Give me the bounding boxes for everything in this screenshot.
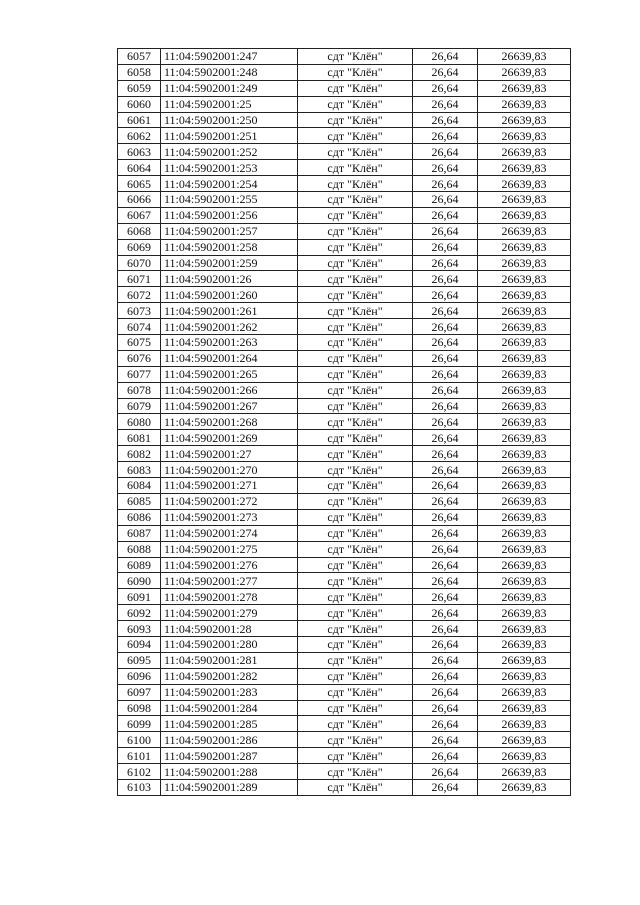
row-number-cell: 6087 (118, 525, 161, 541)
table-row (118, 478, 571, 494)
cadastral-number-cell: 11:04:5902001:259 (161, 255, 298, 271)
cadastral-number-cell: 11:04:5902001:248 (161, 64, 298, 80)
location-name-cell: сдт "Клён" (298, 748, 413, 764)
cadastral-number-cell: 11:04:5902001:26 (161, 271, 298, 287)
table-row (118, 223, 571, 239)
cost-value-cell: 26639,83 (478, 192, 571, 208)
location-name-cell: сдт "Клён" (298, 446, 413, 462)
area-value-cell: 26,64 (413, 207, 478, 223)
row-number-cell: 6094 (118, 636, 161, 652)
table-row (118, 287, 571, 303)
area-value-cell: 26,64 (413, 160, 478, 176)
cost-value-cell: 26639,83 (478, 398, 571, 414)
area-value-cell: 26,64 (413, 414, 478, 430)
cost-value-cell: 26639,83 (478, 255, 571, 271)
cadastral-number-cell: 11:04:5902001:253 (161, 160, 298, 176)
location-name-cell: сдт "Клён" (298, 287, 413, 303)
table-row (118, 684, 571, 700)
location-name-cell: сдт "Клён" (298, 462, 413, 478)
cadastral-number-cell: 11:04:5902001:279 (161, 605, 298, 621)
cost-value-cell: 26639,83 (478, 652, 571, 668)
cost-value-cell: 26639,83 (478, 764, 571, 780)
location-name-cell: сдт "Клён" (298, 525, 413, 541)
cadastral-number-cell: 11:04:5902001:280 (161, 636, 298, 652)
table-row (118, 255, 571, 271)
table-row (118, 652, 571, 668)
table-row (118, 96, 571, 112)
location-name-cell: сдт "Клён" (298, 493, 413, 509)
area-value-cell: 26,64 (413, 49, 478, 65)
area-value-cell: 26,64 (413, 144, 478, 160)
cadastral-number-cell: 11:04:5902001:252 (161, 144, 298, 160)
table-row (118, 493, 571, 509)
cost-value-cell: 26639,83 (478, 621, 571, 637)
row-number-cell: 6070 (118, 255, 161, 271)
cadastral-number-cell: 11:04:5902001:28 (161, 621, 298, 637)
area-value-cell: 26,64 (413, 335, 478, 351)
location-name-cell: сдт "Клён" (298, 160, 413, 176)
cadastral-number-cell: 11:04:5902001:275 (161, 541, 298, 557)
row-number-cell: 6091 (118, 589, 161, 605)
row-number-cell: 6057 (118, 49, 161, 65)
table-row (118, 303, 571, 319)
cost-value-cell: 26639,83 (478, 700, 571, 716)
cost-value-cell: 26639,83 (478, 112, 571, 128)
area-value-cell: 26,64 (413, 589, 478, 605)
cost-value-cell: 26639,83 (478, 96, 571, 112)
area-value-cell: 26,64 (413, 605, 478, 621)
cadastral-number-cell: 11:04:5902001:265 (161, 366, 298, 382)
cadastral-number-cell: 11:04:5902001:255 (161, 192, 298, 208)
cadastral-number-cell: 11:04:5902001:257 (161, 223, 298, 239)
cadastral-number-cell: 11:04:5902001:278 (161, 589, 298, 605)
cost-value-cell: 26639,83 (478, 525, 571, 541)
row-number-cell: 6069 (118, 239, 161, 255)
cost-value-cell: 26639,83 (478, 414, 571, 430)
row-number-cell: 6100 (118, 732, 161, 748)
cadastral-number-cell: 11:04:5902001:276 (161, 557, 298, 573)
cost-value-cell: 26639,83 (478, 64, 571, 80)
location-name-cell: сдт "Клён" (298, 80, 413, 96)
area-value-cell: 26,64 (413, 621, 478, 637)
area-value-cell: 26,64 (413, 255, 478, 271)
location-name-cell: сдт "Клён" (298, 589, 413, 605)
cadastral-number-cell: 11:04:5902001:272 (161, 493, 298, 509)
location-name-cell: сдт "Клён" (298, 509, 413, 525)
row-number-cell: 6098 (118, 700, 161, 716)
cadastral-number-cell: 11:04:5902001:256 (161, 207, 298, 223)
cost-value-cell: 26639,83 (478, 684, 571, 700)
cost-value-cell: 26639,83 (478, 287, 571, 303)
table-row (118, 144, 571, 160)
cadastral-number-cell: 11:04:5902001:263 (161, 335, 298, 351)
cadastral-number-cell: 11:04:5902001:268 (161, 414, 298, 430)
area-value-cell: 26,64 (413, 764, 478, 780)
cost-value-cell: 26639,83 (478, 160, 571, 176)
table-row (118, 668, 571, 684)
cost-value-cell: 26639,83 (478, 573, 571, 589)
cost-value-cell: 26639,83 (478, 493, 571, 509)
area-value-cell: 26,64 (413, 223, 478, 239)
cadastral-number-cell: 11:04:5902001:286 (161, 732, 298, 748)
location-name-cell: сдт "Клён" (298, 652, 413, 668)
row-number-cell: 6079 (118, 398, 161, 414)
table-row (118, 398, 571, 414)
location-name-cell: сдт "Клён" (298, 303, 413, 319)
cost-value-cell: 26639,83 (478, 303, 571, 319)
cadastral-number-cell: 11:04:5902001:287 (161, 748, 298, 764)
cadastral-number-cell: 11:04:5902001:284 (161, 700, 298, 716)
table-row (118, 239, 571, 255)
area-value-cell: 26,64 (413, 96, 478, 112)
cadastral-number-cell: 11:04:5902001:274 (161, 525, 298, 541)
location-name-cell: сдт "Клён" (298, 716, 413, 732)
row-number-cell: 6097 (118, 684, 161, 700)
cost-value-cell: 26639,83 (478, 732, 571, 748)
cost-value-cell: 26639,83 (478, 748, 571, 764)
cadastral-number-cell: 11:04:5902001:282 (161, 668, 298, 684)
location-name-cell: сдт "Клён" (298, 732, 413, 748)
table-row (118, 350, 571, 366)
row-number-cell: 6064 (118, 160, 161, 176)
cost-value-cell: 26639,83 (478, 239, 571, 255)
table-row (118, 80, 571, 96)
location-name-cell: сдт "Клён" (298, 176, 413, 192)
parcel-table (117, 48, 571, 796)
area-value-cell: 26,64 (413, 366, 478, 382)
row-number-cell: 6089 (118, 557, 161, 573)
location-name-cell: сдт "Клён" (298, 668, 413, 684)
table-row (118, 366, 571, 382)
row-number-cell: 6074 (118, 319, 161, 335)
row-number-cell: 6085 (118, 493, 161, 509)
area-value-cell: 26,64 (413, 176, 478, 192)
cadastral-number-cell: 11:04:5902001:270 (161, 462, 298, 478)
row-number-cell: 6099 (118, 716, 161, 732)
table-row (118, 49, 571, 65)
row-number-cell: 6061 (118, 112, 161, 128)
location-name-cell: сдт "Клён" (298, 335, 413, 351)
area-value-cell: 26,64 (413, 80, 478, 96)
area-value-cell: 26,64 (413, 509, 478, 525)
area-value-cell: 26,64 (413, 287, 478, 303)
table-row (118, 271, 571, 287)
table-row (118, 779, 571, 795)
cadastral-number-cell: 11:04:5902001:288 (161, 764, 298, 780)
cost-value-cell: 26639,83 (478, 223, 571, 239)
row-number-cell: 6096 (118, 668, 161, 684)
location-name-cell: сдт "Клён" (298, 319, 413, 335)
cost-value-cell: 26639,83 (478, 446, 571, 462)
row-number-cell: 6075 (118, 335, 161, 351)
table-row (118, 112, 571, 128)
area-value-cell: 26,64 (413, 684, 478, 700)
area-value-cell: 26,64 (413, 716, 478, 732)
area-value-cell: 26,64 (413, 652, 478, 668)
location-name-cell: сдт "Клён" (298, 112, 413, 128)
row-number-cell: 6102 (118, 764, 161, 780)
location-name-cell: сдт "Клён" (298, 430, 413, 446)
row-number-cell: 6068 (118, 223, 161, 239)
area-value-cell: 26,64 (413, 64, 478, 80)
table-row (118, 64, 571, 80)
cost-value-cell: 26639,83 (478, 779, 571, 795)
location-name-cell: сдт "Клён" (298, 764, 413, 780)
area-value-cell: 26,64 (413, 525, 478, 541)
row-number-cell: 6088 (118, 541, 161, 557)
location-name-cell: сдт "Клён" (298, 144, 413, 160)
cost-value-cell: 26639,83 (478, 430, 571, 446)
row-number-cell: 6071 (118, 271, 161, 287)
area-value-cell: 26,64 (413, 732, 478, 748)
table-row (118, 541, 571, 557)
location-name-cell: сдт "Клён" (298, 223, 413, 239)
cadastral-number-cell: 11:04:5902001:266 (161, 382, 298, 398)
table-row (118, 605, 571, 621)
cadastral-number-cell: 11:04:5902001:273 (161, 509, 298, 525)
row-number-cell: 6103 (118, 779, 161, 795)
row-number-cell: 6078 (118, 382, 161, 398)
cost-value-cell: 26639,83 (478, 207, 571, 223)
area-value-cell: 26,64 (413, 779, 478, 795)
area-value-cell: 26,64 (413, 700, 478, 716)
area-value-cell: 26,64 (413, 398, 478, 414)
row-number-cell: 6072 (118, 287, 161, 303)
cost-value-cell: 26639,83 (478, 509, 571, 525)
location-name-cell: сдт "Клён" (298, 49, 413, 65)
table-row (118, 128, 571, 144)
table-row (118, 176, 571, 192)
area-value-cell: 26,64 (413, 573, 478, 589)
area-value-cell: 26,64 (413, 192, 478, 208)
cost-value-cell: 26639,83 (478, 271, 571, 287)
table-row (118, 525, 571, 541)
cadastral-number-cell: 11:04:5902001:271 (161, 478, 298, 494)
cadastral-number-cell: 11:04:5902001:261 (161, 303, 298, 319)
location-name-cell: сдт "Клён" (298, 557, 413, 573)
cost-value-cell: 26639,83 (478, 557, 571, 573)
cost-value-cell: 26639,83 (478, 319, 571, 335)
cost-value-cell: 26639,83 (478, 589, 571, 605)
row-number-cell: 6060 (118, 96, 161, 112)
cost-value-cell: 26639,83 (478, 605, 571, 621)
location-name-cell: сдт "Клён" (298, 366, 413, 382)
table-row (118, 414, 571, 430)
location-name-cell: сдт "Клён" (298, 382, 413, 398)
cost-value-cell: 26639,83 (478, 144, 571, 160)
table-row (118, 764, 571, 780)
table-row (118, 462, 571, 478)
area-value-cell: 26,64 (413, 668, 478, 684)
cadastral-number-cell: 11:04:5902001:289 (161, 779, 298, 795)
location-name-cell: сдт "Клён" (298, 478, 413, 494)
cost-value-cell: 26639,83 (478, 716, 571, 732)
area-value-cell: 26,64 (413, 112, 478, 128)
row-number-cell: 6086 (118, 509, 161, 525)
cadastral-number-cell: 11:04:5902001:283 (161, 684, 298, 700)
cadastral-number-cell: 11:04:5902001:269 (161, 430, 298, 446)
table-body (118, 49, 571, 796)
location-name-cell: сдт "Клён" (298, 350, 413, 366)
cadastral-number-cell: 11:04:5902001:258 (161, 239, 298, 255)
cadastral-number-cell: 11:04:5902001:277 (161, 573, 298, 589)
table-row (118, 382, 571, 398)
area-value-cell: 26,64 (413, 541, 478, 557)
location-name-cell: сдт "Клён" (298, 414, 413, 430)
area-value-cell: 26,64 (413, 303, 478, 319)
table-row (118, 589, 571, 605)
cadastral-number-cell: 11:04:5902001:262 (161, 319, 298, 335)
cost-value-cell: 26639,83 (478, 382, 571, 398)
row-number-cell: 6065 (118, 176, 161, 192)
area-value-cell: 26,64 (413, 462, 478, 478)
row-number-cell: 6077 (118, 366, 161, 382)
location-name-cell: сдт "Клён" (298, 605, 413, 621)
location-name-cell: сдт "Клён" (298, 255, 413, 271)
table-row (118, 319, 571, 335)
cost-value-cell: 26639,83 (478, 478, 571, 494)
row-number-cell: 6058 (118, 64, 161, 80)
row-number-cell: 6082 (118, 446, 161, 462)
table-row (118, 716, 571, 732)
area-value-cell: 26,64 (413, 350, 478, 366)
cost-value-cell: 26639,83 (478, 541, 571, 557)
cost-value-cell: 26639,83 (478, 366, 571, 382)
location-name-cell: сдт "Клён" (298, 128, 413, 144)
table-row (118, 700, 571, 716)
area-value-cell: 26,64 (413, 636, 478, 652)
row-number-cell: 6063 (118, 144, 161, 160)
area-value-cell: 26,64 (413, 319, 478, 335)
cadastral-number-cell: 11:04:5902001:285 (161, 716, 298, 732)
location-name-cell: сдт "Клён" (298, 96, 413, 112)
location-name-cell: сдт "Клён" (298, 271, 413, 287)
row-number-cell: 6062 (118, 128, 161, 144)
cost-value-cell: 26639,83 (478, 462, 571, 478)
cost-value-cell: 26639,83 (478, 668, 571, 684)
area-value-cell: 26,64 (413, 493, 478, 509)
row-number-cell: 6093 (118, 621, 161, 637)
cadastral-number-cell: 11:04:5902001:281 (161, 652, 298, 668)
cost-value-cell: 26639,83 (478, 128, 571, 144)
location-name-cell: сдт "Клён" (298, 700, 413, 716)
cadastral-number-cell: 11:04:5902001:247 (161, 49, 298, 65)
area-value-cell: 26,64 (413, 271, 478, 287)
cost-value-cell: 26639,83 (478, 80, 571, 96)
location-name-cell: сдт "Клён" (298, 779, 413, 795)
area-value-cell: 26,64 (413, 557, 478, 573)
location-name-cell: сдт "Клён" (298, 64, 413, 80)
area-value-cell: 26,64 (413, 239, 478, 255)
row-number-cell: 6066 (118, 192, 161, 208)
table-row (118, 748, 571, 764)
location-name-cell: сдт "Клён" (298, 398, 413, 414)
table-row (118, 160, 571, 176)
location-name-cell: сдт "Клён" (298, 207, 413, 223)
table-row (118, 430, 571, 446)
row-number-cell: 6084 (118, 478, 161, 494)
table-row (118, 557, 571, 573)
area-value-cell: 26,64 (413, 748, 478, 764)
area-value-cell: 26,64 (413, 478, 478, 494)
table-row (118, 192, 571, 208)
cost-value-cell: 26639,83 (478, 176, 571, 192)
cadastral-number-cell: 11:04:5902001:267 (161, 398, 298, 414)
cost-value-cell: 26639,83 (478, 335, 571, 351)
cadastral-number-cell: 11:04:5902001:249 (161, 80, 298, 96)
cadastral-number-cell: 11:04:5902001:264 (161, 350, 298, 366)
table-row (118, 636, 571, 652)
cadastral-number-cell: 11:04:5902001:250 (161, 112, 298, 128)
location-name-cell: сдт "Клён" (298, 684, 413, 700)
cadastral-number-cell: 11:04:5902001:251 (161, 128, 298, 144)
row-number-cell: 6076 (118, 350, 161, 366)
area-value-cell: 26,64 (413, 446, 478, 462)
location-name-cell: сдт "Клён" (298, 192, 413, 208)
row-number-cell: 6059 (118, 80, 161, 96)
table-row (118, 573, 571, 589)
cadastral-number-cell: 11:04:5902001:27 (161, 446, 298, 462)
table-row (118, 446, 571, 462)
row-number-cell: 6073 (118, 303, 161, 319)
location-name-cell: сдт "Клён" (298, 636, 413, 652)
table-row (118, 732, 571, 748)
row-number-cell: 6080 (118, 414, 161, 430)
area-value-cell: 26,64 (413, 430, 478, 446)
cost-value-cell: 26639,83 (478, 636, 571, 652)
cost-value-cell: 26639,83 (478, 350, 571, 366)
row-number-cell: 6067 (118, 207, 161, 223)
cost-value-cell: 26639,83 (478, 49, 571, 65)
location-name-cell: сдт "Клён" (298, 541, 413, 557)
area-value-cell: 26,64 (413, 128, 478, 144)
cadastral-number-cell: 11:04:5902001:260 (161, 287, 298, 303)
row-number-cell: 6101 (118, 748, 161, 764)
location-name-cell: сдт "Клён" (298, 239, 413, 255)
table-row (118, 621, 571, 637)
table-row (118, 509, 571, 525)
row-number-cell: 6095 (118, 652, 161, 668)
cadastral-number-cell: 11:04:5902001:25 (161, 96, 298, 112)
row-number-cell: 6083 (118, 462, 161, 478)
table-row (118, 207, 571, 223)
row-number-cell: 6090 (118, 573, 161, 589)
location-name-cell: сдт "Клён" (298, 621, 413, 637)
area-value-cell: 26,64 (413, 382, 478, 398)
table-row (118, 335, 571, 351)
row-number-cell: 6092 (118, 605, 161, 621)
location-name-cell: сдт "Клён" (298, 573, 413, 589)
cadastral-number-cell: 11:04:5902001:254 (161, 176, 298, 192)
row-number-cell: 6081 (118, 430, 161, 446)
